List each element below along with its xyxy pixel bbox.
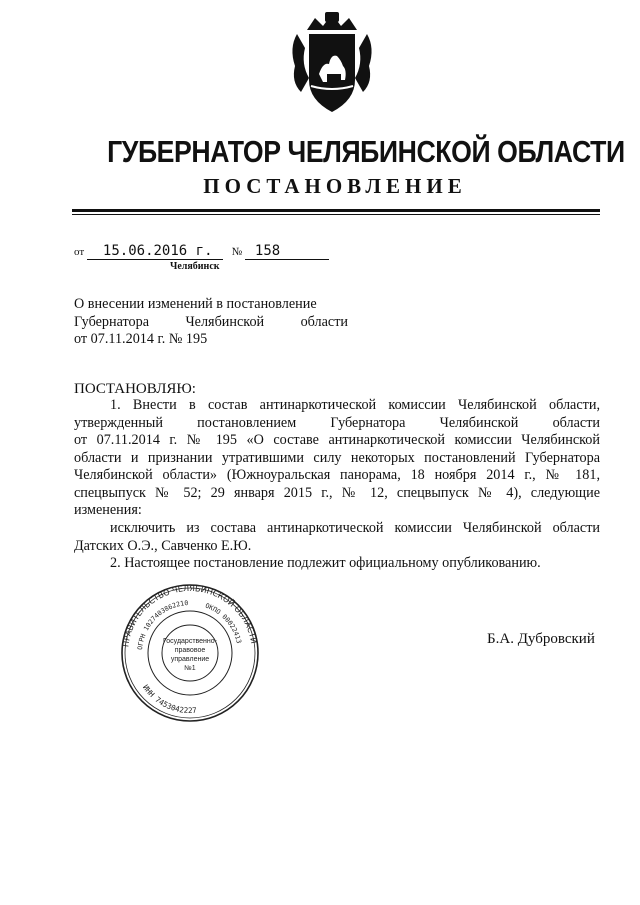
paragraph-line: спецвыпуск № 52; 29 января 2015 г., № 12, спецвыпуск № 4), следующие: [74, 484, 600, 501]
subject-line: О внесении изменений в постановление: [74, 296, 317, 312]
seal-okpo: ОКПО 00022413: [204, 601, 243, 645]
paragraph-line: Челябинской области» (Южноуральская панорама, 18 ноября 2014 г., № 181,: [74, 467, 600, 483]
seal-center-line: управление: [170, 656, 210, 663]
paragraph-line: утвержденный постановлением Губернатора Челябинской области: [74, 414, 600, 431]
city-of-issue: Челябинск: [170, 261, 220, 272]
date-prefix: от: [74, 246, 85, 258]
document-subject: [74, 296, 348, 349]
seal-ring-text: ПРАВИТЕЛЬСТВО ЧЕЛЯБИНСКОЙ ОБЛАСТИ: [121, 583, 259, 648]
signatory-name: Б.А. Дубровский: [487, 631, 595, 647]
paragraph-line: от 07.11.2014 г. № 195 «О составе антинаркотической комиссии Челябинской: [74, 432, 600, 448]
subject-line: от 07.11.2014 г. № 195: [74, 331, 208, 347]
official-seal-stamp: [120, 583, 260, 723]
issuing-authority-heading: ГУБЕРНАТОР ЧЕЛЯБИНСКОЙ ОБЛАСТИ: [107, 134, 625, 169]
resolution-preamble: ПОСТАНОВЛЯЮ:: [74, 381, 196, 397]
document-number: 158: [245, 243, 329, 260]
paragraph-1: [74, 397, 600, 520]
number-prefix: №: [231, 246, 243, 258]
document-type-heading: ПОСТАНОВЛЕНИЕ: [203, 174, 467, 198]
date-number-line: [74, 243, 329, 260]
coat-of-arms-emblem: [287, 8, 377, 118]
paragraph-line: изменения:: [74, 502, 142, 518]
paragraph-line: области и признании утратившими силу некоторых постановлений Губернатора: [74, 449, 600, 466]
seal-center-line: Государственно-: [162, 638, 218, 645]
subject-line: Губернатора Челябинской области: [74, 313, 348, 330]
paragraph-line: исключить из состава антинаркотической комиссии Челябинской области: [110, 520, 600, 536]
paragraph-line: Датских О.Э., Савченко Е.Ю.: [74, 537, 252, 554]
header-rule-thin: [72, 214, 600, 215]
exclusion-clause: [74, 520, 600, 555]
paragraph-2: 2. Настоящее постановление подлежит официальному опубликованию.: [110, 555, 541, 571]
seal-ogrn: ОГРН 1027403862210: [136, 599, 189, 651]
paragraph-line: 1. Внести в состав антинаркотической комиссии Челябинской области,: [110, 397, 600, 413]
seal-inn: ИНН 7453042227: [141, 683, 198, 716]
seal-center-line: правовое: [174, 647, 206, 654]
seal-center-line: №1: [184, 665, 196, 672]
document-date: 15.06.2016 г.: [87, 243, 223, 260]
header-rule-thick: [72, 209, 600, 212]
